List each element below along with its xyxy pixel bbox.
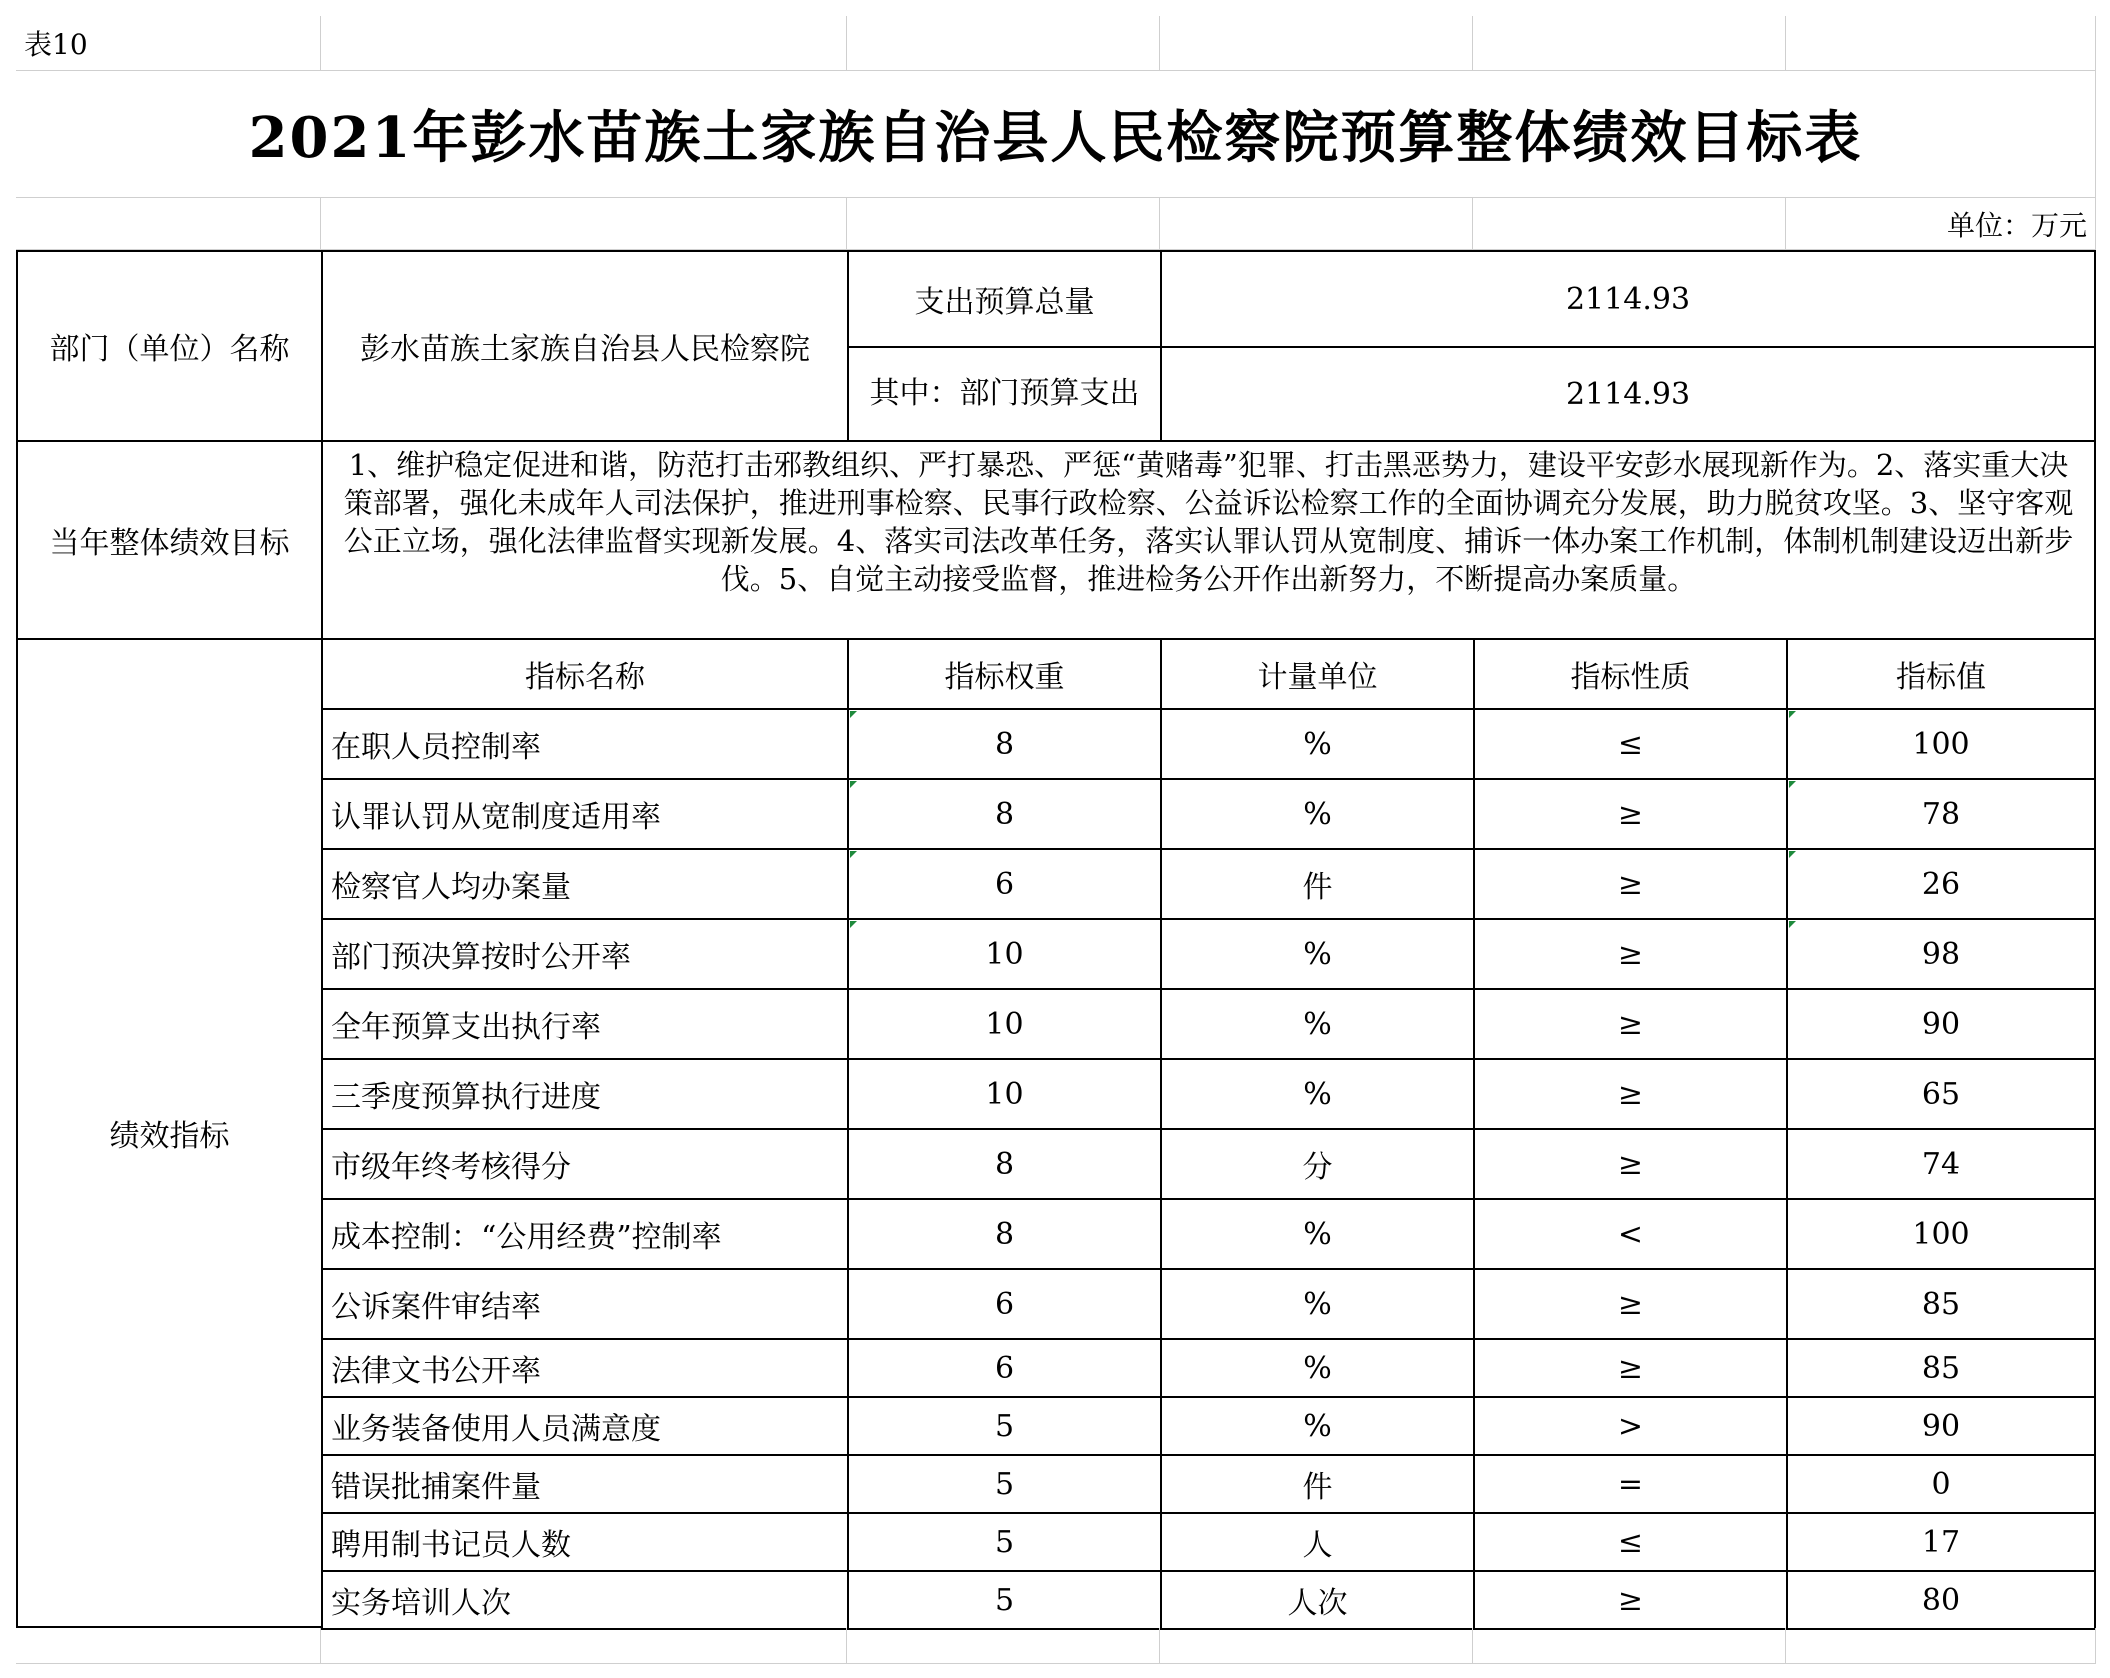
empty-cell[interactable] [847,16,1160,71]
indicator-nature-cell[interactable]: = [1473,1454,1788,1514]
indicator-value-cell[interactable]: 100 [1786,1198,2096,1270]
indicator-nature-cell[interactable]: ≥ [1473,1338,1788,1398]
indicator-value-cell[interactable]: 100 [1786,708,2096,780]
indicator-weight-cell[interactable]: 6 [847,1338,1162,1398]
indicator-weight-cell[interactable]: 10 [847,918,1162,990]
indicator-header-0[interactable]: 指标名称 [321,638,849,710]
indicator-nature-cell[interactable]: ≥ [1473,988,1788,1060]
indicator-value-cell[interactable]: 85 [1786,1268,2096,1340]
indicator-value-cell[interactable]: 65 [1786,1058,2096,1130]
goal-label[interactable]: 当年整体绩效目标 [16,440,323,640]
comment-marker-icon [1789,711,1796,718]
indicator-nature-cell[interactable]: ≥ [1473,778,1788,850]
indicator-name-cell[interactable]: 法律文书公开率 [321,1338,849,1398]
indicator-weight-cell[interactable]: 8 [847,708,1162,780]
empty-cell[interactable] [321,198,847,250]
empty-cell[interactable] [1786,16,2096,71]
indicator-name-cell[interactable]: 三季度预算执行进度 [321,1058,849,1130]
empty-cell[interactable] [847,198,1160,250]
dept-name-label[interactable]: 部门（单位）名称 [16,250,323,442]
empty-cell[interactable] [1786,1628,2096,1664]
indicator-weight-cell[interactable]: 8 [847,1198,1162,1270]
indicator-unit-cell[interactable]: % [1160,778,1475,850]
empty-cell[interactable] [847,1628,1160,1664]
total-budget-value[interactable]: 2114.93 [1160,250,2096,348]
indicator-value-cell[interactable]: 17 [1786,1512,2096,1572]
indicator-header-2[interactable]: 计量单位 [1160,638,1475,710]
indicator-name-cell[interactable]: 错误批捕案件量 [321,1454,849,1514]
indicator-value-cell[interactable]: 26 [1786,848,2096,920]
indicator-name-cell[interactable]: 公诉案件审结率 [321,1268,849,1340]
comment-marker-icon [1789,921,1796,928]
indicator-value-cell[interactable]: 80 [1786,1570,2096,1630]
indicator-weight-cell[interactable]: 6 [847,1268,1162,1340]
empty-cell[interactable] [321,16,847,71]
indicator-unit-cell[interactable]: % [1160,918,1475,990]
empty-cell[interactable] [16,1628,321,1664]
indicator-header-1[interactable]: 指标权重 [847,638,1162,710]
indicator-nature-cell[interactable]: > [1473,1396,1788,1456]
indicator-unit-cell[interactable]: 人 [1160,1512,1475,1572]
indicator-weight-cell[interactable]: 5 [847,1512,1162,1572]
indicator-weight-cell[interactable]: 5 [847,1570,1162,1630]
empty-cell[interactable] [321,1628,847,1664]
indicator-unit-cell[interactable]: % [1160,1268,1475,1340]
empty-cell[interactable] [1160,1628,1473,1664]
indicator-unit-cell[interactable]: % [1160,708,1475,780]
indicator-nature-cell[interactable]: ≥ [1473,918,1788,990]
empty-cell[interactable] [1473,198,1786,250]
indicator-name-cell[interactable]: 聘用制书记员人数 [321,1512,849,1572]
dept-budget-label[interactable]: 其中：部门预算支出 [847,346,1162,442]
indicator-value-cell[interactable]: 98 [1786,918,2096,990]
indicator-value-cell[interactable]: 74 [1786,1128,2096,1200]
indicator-unit-cell[interactable]: % [1160,1396,1475,1456]
empty-cell[interactable] [1160,198,1473,250]
comment-marker-icon [1789,781,1796,788]
goal-text[interactable]: 1、维护稳定促进和谐，防范打击邪教组织、严打暴恐、严惩“黄赌毒”犯罪、打击黑恶势力，建设平安彭水展现新作为。2、落实重大决策部署，强化未成年人司法保护，推进刑事检察、民事行政检察、公益诉讼检察工作的全面协调充分发展，助力脱贫攻坚。3、坚守客观公正立场，强化法律监督实现新发展。4、落实司法改革任务，落实认罪认罚从宽制度、捕诉一体办案工作机制，体制机制建设迈出新步伐。5、自觉主动接受监督，推进检务公开作出新努力，不断提高办案质量。 [321,440,2096,640]
indicator-unit-cell[interactable]: % [1160,988,1475,1060]
indicator-nature-cell[interactable]: ≥ [1473,1058,1788,1130]
indicator-weight-cell[interactable]: 10 [847,988,1162,1060]
indicator-header-4[interactable]: 指标值 [1786,638,2096,710]
indicator-nature-cell[interactable]: ≤ [1473,1512,1788,1572]
indicator-weight-cell[interactable]: 5 [847,1396,1162,1456]
empty-cell[interactable] [16,198,321,250]
indicator-value-cell[interactable]: 85 [1786,1338,2096,1398]
indicator-nature-cell[interactable]: ≥ [1473,1128,1788,1200]
indicator-name-cell[interactable]: 在职人员控制率 [321,708,849,780]
indicator-weight-cell[interactable]: 5 [847,1454,1162,1514]
indicator-nature-cell[interactable]: ≤ [1473,708,1788,780]
indicators-label[interactable]: 绩效指标 [16,638,323,1628]
indicator-unit-cell[interactable]: % [1160,1198,1475,1270]
empty-cell[interactable] [1473,1628,1786,1664]
comment-marker-icon [1789,851,1796,858]
sheet-tag-cell[interactable]: 表10 [16,16,321,71]
indicator-nature-cell[interactable]: ≥ [1473,1268,1788,1340]
comment-marker-icon [850,921,857,928]
indicator-unit-cell[interactable]: % [1160,1338,1475,1398]
indicator-nature-cell[interactable]: < [1473,1198,1788,1270]
indicator-header-3[interactable]: 指标性质 [1473,638,1788,710]
dept-budget-value[interactable]: 2114.93 [1160,346,2096,442]
unit-label[interactable]: 单位：万元 [1786,198,2096,250]
indicator-nature-cell[interactable]: ≥ [1473,1570,1788,1630]
indicator-name-cell[interactable]: 检察官人均办案量 [321,848,849,920]
comment-marker-icon [850,851,857,858]
comment-marker-icon [850,781,857,788]
indicator-weight-cell[interactable]: 8 [847,1128,1162,1200]
indicator-name-cell[interactable]: 部门预决算按时公开率 [321,918,849,990]
indicator-value-cell[interactable]: 0 [1786,1454,2096,1514]
empty-cell[interactable] [1160,16,1473,71]
empty-cell[interactable] [1473,16,1786,71]
indicator-weight-cell[interactable]: 6 [847,848,1162,920]
indicator-value-cell[interactable]: 78 [1786,778,2096,850]
indicator-weight-cell[interactable]: 8 [847,778,1162,850]
indicator-value-cell[interactable]: 90 [1786,1396,2096,1456]
indicator-unit-cell[interactable]: 件 [1160,1454,1475,1514]
page-title[interactable]: 2021年彭水苗族土家族自治县人民检察院预算整体绩效目标表 [16,71,2096,198]
indicator-unit-cell[interactable]: 件 [1160,848,1475,920]
indicator-name-cell[interactable]: 成本控制：“公用经费”控制率 [321,1198,849,1270]
indicator-unit-cell[interactable]: % [1160,1058,1475,1130]
indicator-name-cell[interactable]: 业务装备使用人员满意度 [321,1396,849,1456]
indicator-value-cell[interactable]: 90 [1786,988,2096,1060]
indicator-weight-cell[interactable]: 10 [847,1058,1162,1130]
indicator-nature-cell[interactable]: ≥ [1473,848,1788,920]
dept-name-value[interactable]: 彭水苗族土家族自治县人民检察院 [321,250,849,442]
indicator-unit-cell[interactable]: 人次 [1160,1570,1475,1630]
indicator-name-cell[interactable]: 实务培训人次 [321,1570,849,1630]
indicator-name-cell[interactable]: 市级年终考核得分 [321,1128,849,1200]
total-budget-label[interactable]: 支出预算总量 [847,250,1162,348]
indicator-name-cell[interactable]: 认罪认罚从宽制度适用率 [321,778,849,850]
indicator-unit-cell[interactable]: 分 [1160,1128,1475,1200]
comment-marker-icon [850,711,857,718]
indicator-name-cell[interactable]: 全年预算支出执行率 [321,988,849,1060]
